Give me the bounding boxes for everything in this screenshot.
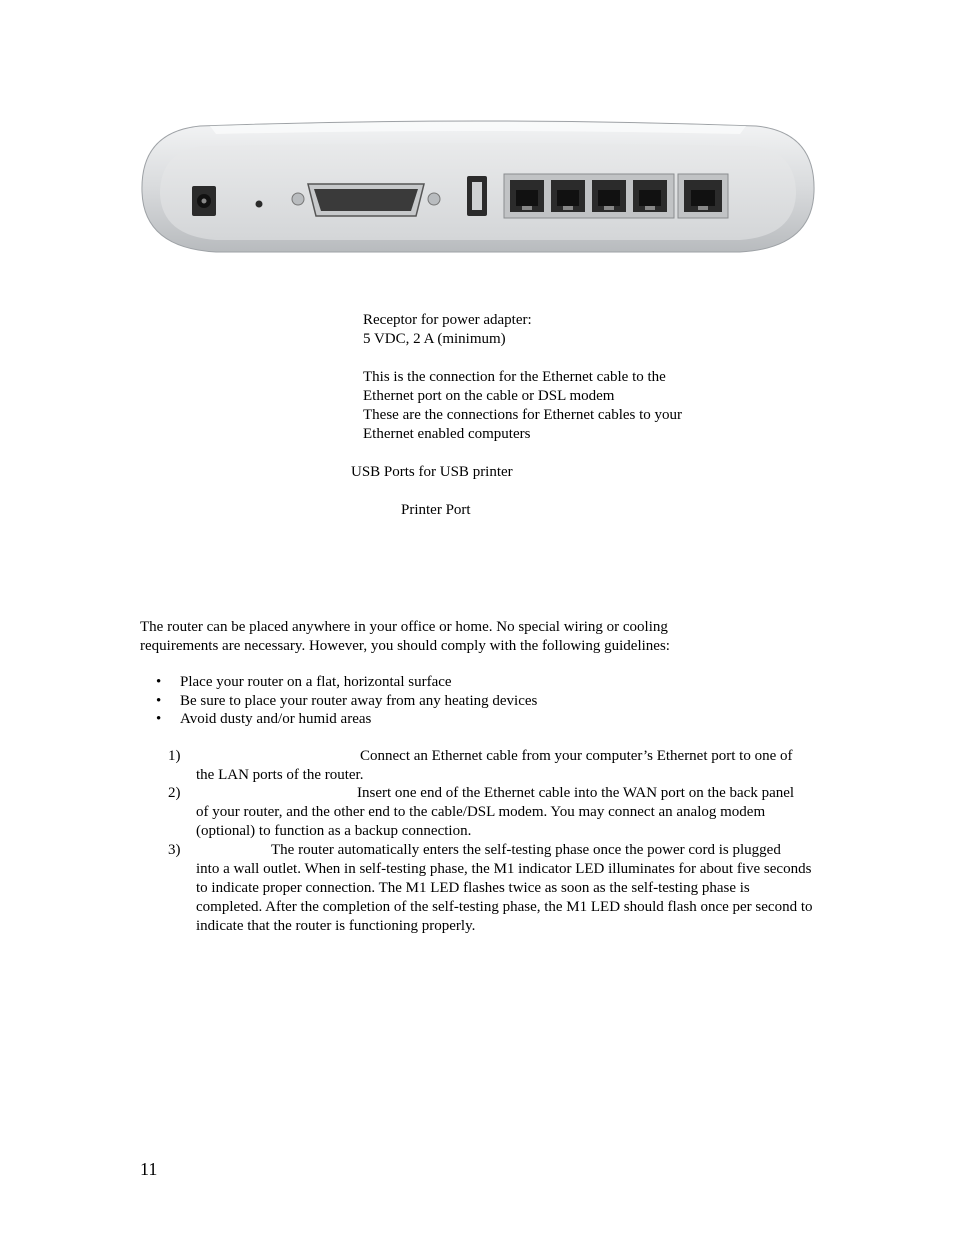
lan-ports bbox=[504, 174, 674, 218]
step-text: of your router, and the other end to the cable/DSL modem. You may connect an analog modem (optional) to function as a backup connection. bbox=[196, 804, 766, 839]
placement-intro-line1: The router can be placed anywhere in your office or home. No special wiring or cooling bbox=[140, 619, 668, 635]
lan-port-2 bbox=[592, 180, 626, 212]
list-item-text: Avoid dusty and/or humid areas bbox=[180, 711, 372, 727]
list-item bbox=[156, 673, 537, 692]
placement-intro-line2: requirements are necessary. However, you should comply with the following guidelines: bbox=[140, 638, 670, 654]
step-3 bbox=[168, 841, 816, 936]
step-2 bbox=[168, 784, 816, 841]
step-number: 2) bbox=[168, 785, 181, 801]
bullet-icon: • bbox=[156, 711, 162, 727]
printer-desc: Printer Port bbox=[401, 502, 471, 518]
wan-desc-line2: Ethernet port on the cable or DSL modem bbox=[363, 388, 615, 404]
lan-desc-line2: Ethernet enabled computers bbox=[363, 426, 531, 442]
list-item-text: Place your router on a flat, horizontal surface bbox=[180, 674, 452, 690]
usb-desc: USB Ports for USB printer bbox=[351, 464, 513, 480]
list-item bbox=[156, 710, 537, 729]
lan-port-3 bbox=[551, 180, 585, 212]
step-number: 3) bbox=[168, 842, 181, 858]
step-text: the LAN ports of the router. bbox=[196, 767, 364, 783]
step-number: 1) bbox=[168, 748, 181, 764]
list-item-text: Be sure to place your router away from any heating devices bbox=[180, 692, 538, 709]
router-back-panel-image bbox=[140, 112, 816, 254]
power-jack bbox=[192, 186, 216, 216]
wan-port bbox=[678, 174, 728, 218]
step-text: into a wall outlet. When in self-testing phase, the M1 indicator LED illuminates for about five seconds to indicate proper connection. The M1 LED flashes twice as soon as the self-testing phase is completed. After the completion of the self-testing phase, the M1 LED should flash once per second to indicate that the router is functioning properly. bbox=[196, 861, 813, 934]
lan-desc-line1: These are the connections for Ethernet cables to your bbox=[363, 407, 683, 423]
guidelines-list bbox=[156, 673, 537, 729]
step-text-first-line: Insert one end of the Ethernet cable into the WAN port on the back panel bbox=[357, 785, 795, 801]
lan-port-1 bbox=[633, 180, 667, 212]
step-text-first-line: Connect an Ethernet cable from your computer’s Ethernet port to one of bbox=[360, 748, 793, 764]
printer-port bbox=[292, 184, 440, 216]
usb-port bbox=[467, 176, 487, 216]
step-1 bbox=[168, 747, 816, 785]
lan-port-4 bbox=[510, 180, 544, 212]
bullet-icon: • bbox=[156, 692, 162, 709]
power-desc-line1: Receptor for power adapter: bbox=[363, 312, 532, 328]
power-desc-line2: 5 VDC, 2 A (minimum) bbox=[363, 331, 506, 347]
bullet-icon: • bbox=[156, 674, 162, 690]
reset-button bbox=[256, 201, 263, 208]
list-item bbox=[156, 692, 537, 711]
step-text-first-line: The router automatically enters the self-testing phase once the power cord is plugged bbox=[271, 842, 781, 858]
wan-desc-line1: This is the connection for the Ethernet cable to the bbox=[363, 369, 666, 385]
page-number: 11 bbox=[140, 1159, 158, 1179]
